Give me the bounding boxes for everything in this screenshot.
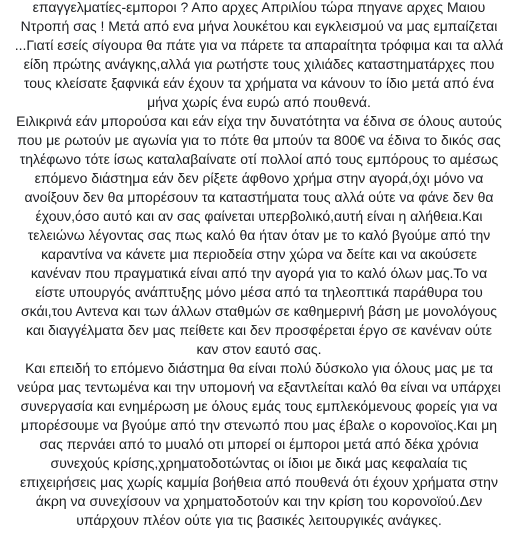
post-line: συνεργασία και ενημέρωση με όλους εμάς τους εμπλεκόμενους φορείς για να [20,398,498,414]
post-line: ...Γιατί εσείς σίγουρα θα πάτε για να πάρετε τα απαραίτητα τρόφιμα και τα αλλά [14,37,504,53]
post-line: είδη πρώτης ανάγκης,αλλά για ρωτήστε τους χιλιάδες καταστηματάρχες που [23,56,495,72]
post-line: επαγγελματίες-εμποροι ? Απο αρχες Απριλίου τώρα πηγανε αρχες Μαιου [32,0,486,15]
post-line: επόμενο διάστημα εάν δεν ρίξετε άφθονο χρήμα στην αγορά,όχι μόνο να [34,170,484,186]
post-line: μπορέσουμε να βγούμε από την στενωπό που μας έβαλε ο κορονοϊος.Και μη [20,417,498,433]
post-line: τελειώνω λέγοντας σας πως καλό θα ήταν όταν με το καλό βγούμε από την [27,227,491,243]
post-line: επιχειρήσεις μας χωρίς καμμία βοήθεια από πουθενά ότι έχουν χρήματα στην [20,474,498,490]
post-line: καν στον εαυτό σας. [196,341,322,357]
post-line: τηλέφωνο τότε ίσως καταλαβαίνατε οτί πολλοί από τους εμπόρους το αμέσως [19,151,499,167]
post-line: Ντροπή σας ! Μετά από ενα μήνα λουκέτου και εγκλεισμού να μας εμπαίζεται [20,18,498,34]
post-line: σκάι,του Αντενα και των άλλων σταθμών σε καθημερινή βάση με μονολόγους [21,303,497,319]
post-line: έχουν,όσο αυτό και αν σας φαίνεται υπερβολικό,αυτή είναι η αλήθεια.Και [35,208,483,224]
post-line: συνεχούς κρίσης,χρηματοδοτώντας οι ίδιοι με δικά μας κεφαλαία τις [50,455,468,471]
post-line: σας περνάει από το μυαλό οτι μπορεί οι έμποροι μετά από δέκα χρόνια [39,436,479,452]
post-line: κανέναν που πραγματικά είναι από την αγορά για το καλό όλων μας.Το να [30,265,488,281]
post-line: που με ρωτούν με αγωνία για το πότε θα μπούν τα 800€ να έδινα το δικός σας [17,132,501,148]
post-line: και διαγγέλματα δεν μας πείθετε και δεν προσφέρεται έργο σε κανέναν ούτε [26,322,492,338]
post-line: καραντίνα να κάνετε μια περιοδεία στην χώρα να δείτε και να ακούσετε [41,246,477,262]
post-line: Και επειδή το επόμενο διάστημα θα είναι πολύ δύσκολο για όλους μας με τα [25,360,493,376]
post-line: νεύρα μας τεντωμένα και την υπομονή να εξαντλείται καλό θα είναι να υπάρχει [17,379,501,395]
post-line: άκρη να συνεχίσουν να χρηματοδοτούν και την κρίση του κορονοϊού.Δεν [35,493,483,509]
post-line: μήνα χωρίς ένα ευρώ από πουθενά. [147,94,371,110]
post-line: ανοίξουν δεν θα μπορέσουν τα καταστήματα τους αλλά ούτε να φάνε δεν θα [24,189,494,205]
post-line: Ειλικρινά εάν μπορούσα και εάν είχα την δυνατότητα να έδινα σε όλους αυτούς [16,113,502,129]
post-line: τους κλείσατε ξαφνικά εάν έχουν τα χρήματα να κάνουν το ίδιο μετά από ένα [23,75,495,91]
post-line: υπάρχουν πλέον ούτε για τις βασικές λειτουργικές ανάγκες. [76,512,442,528]
post-line: είστε υπουργός ανάπτυξης μόνο μέσα από τα τηλεοπτικά παράθυρα του [35,284,483,300]
